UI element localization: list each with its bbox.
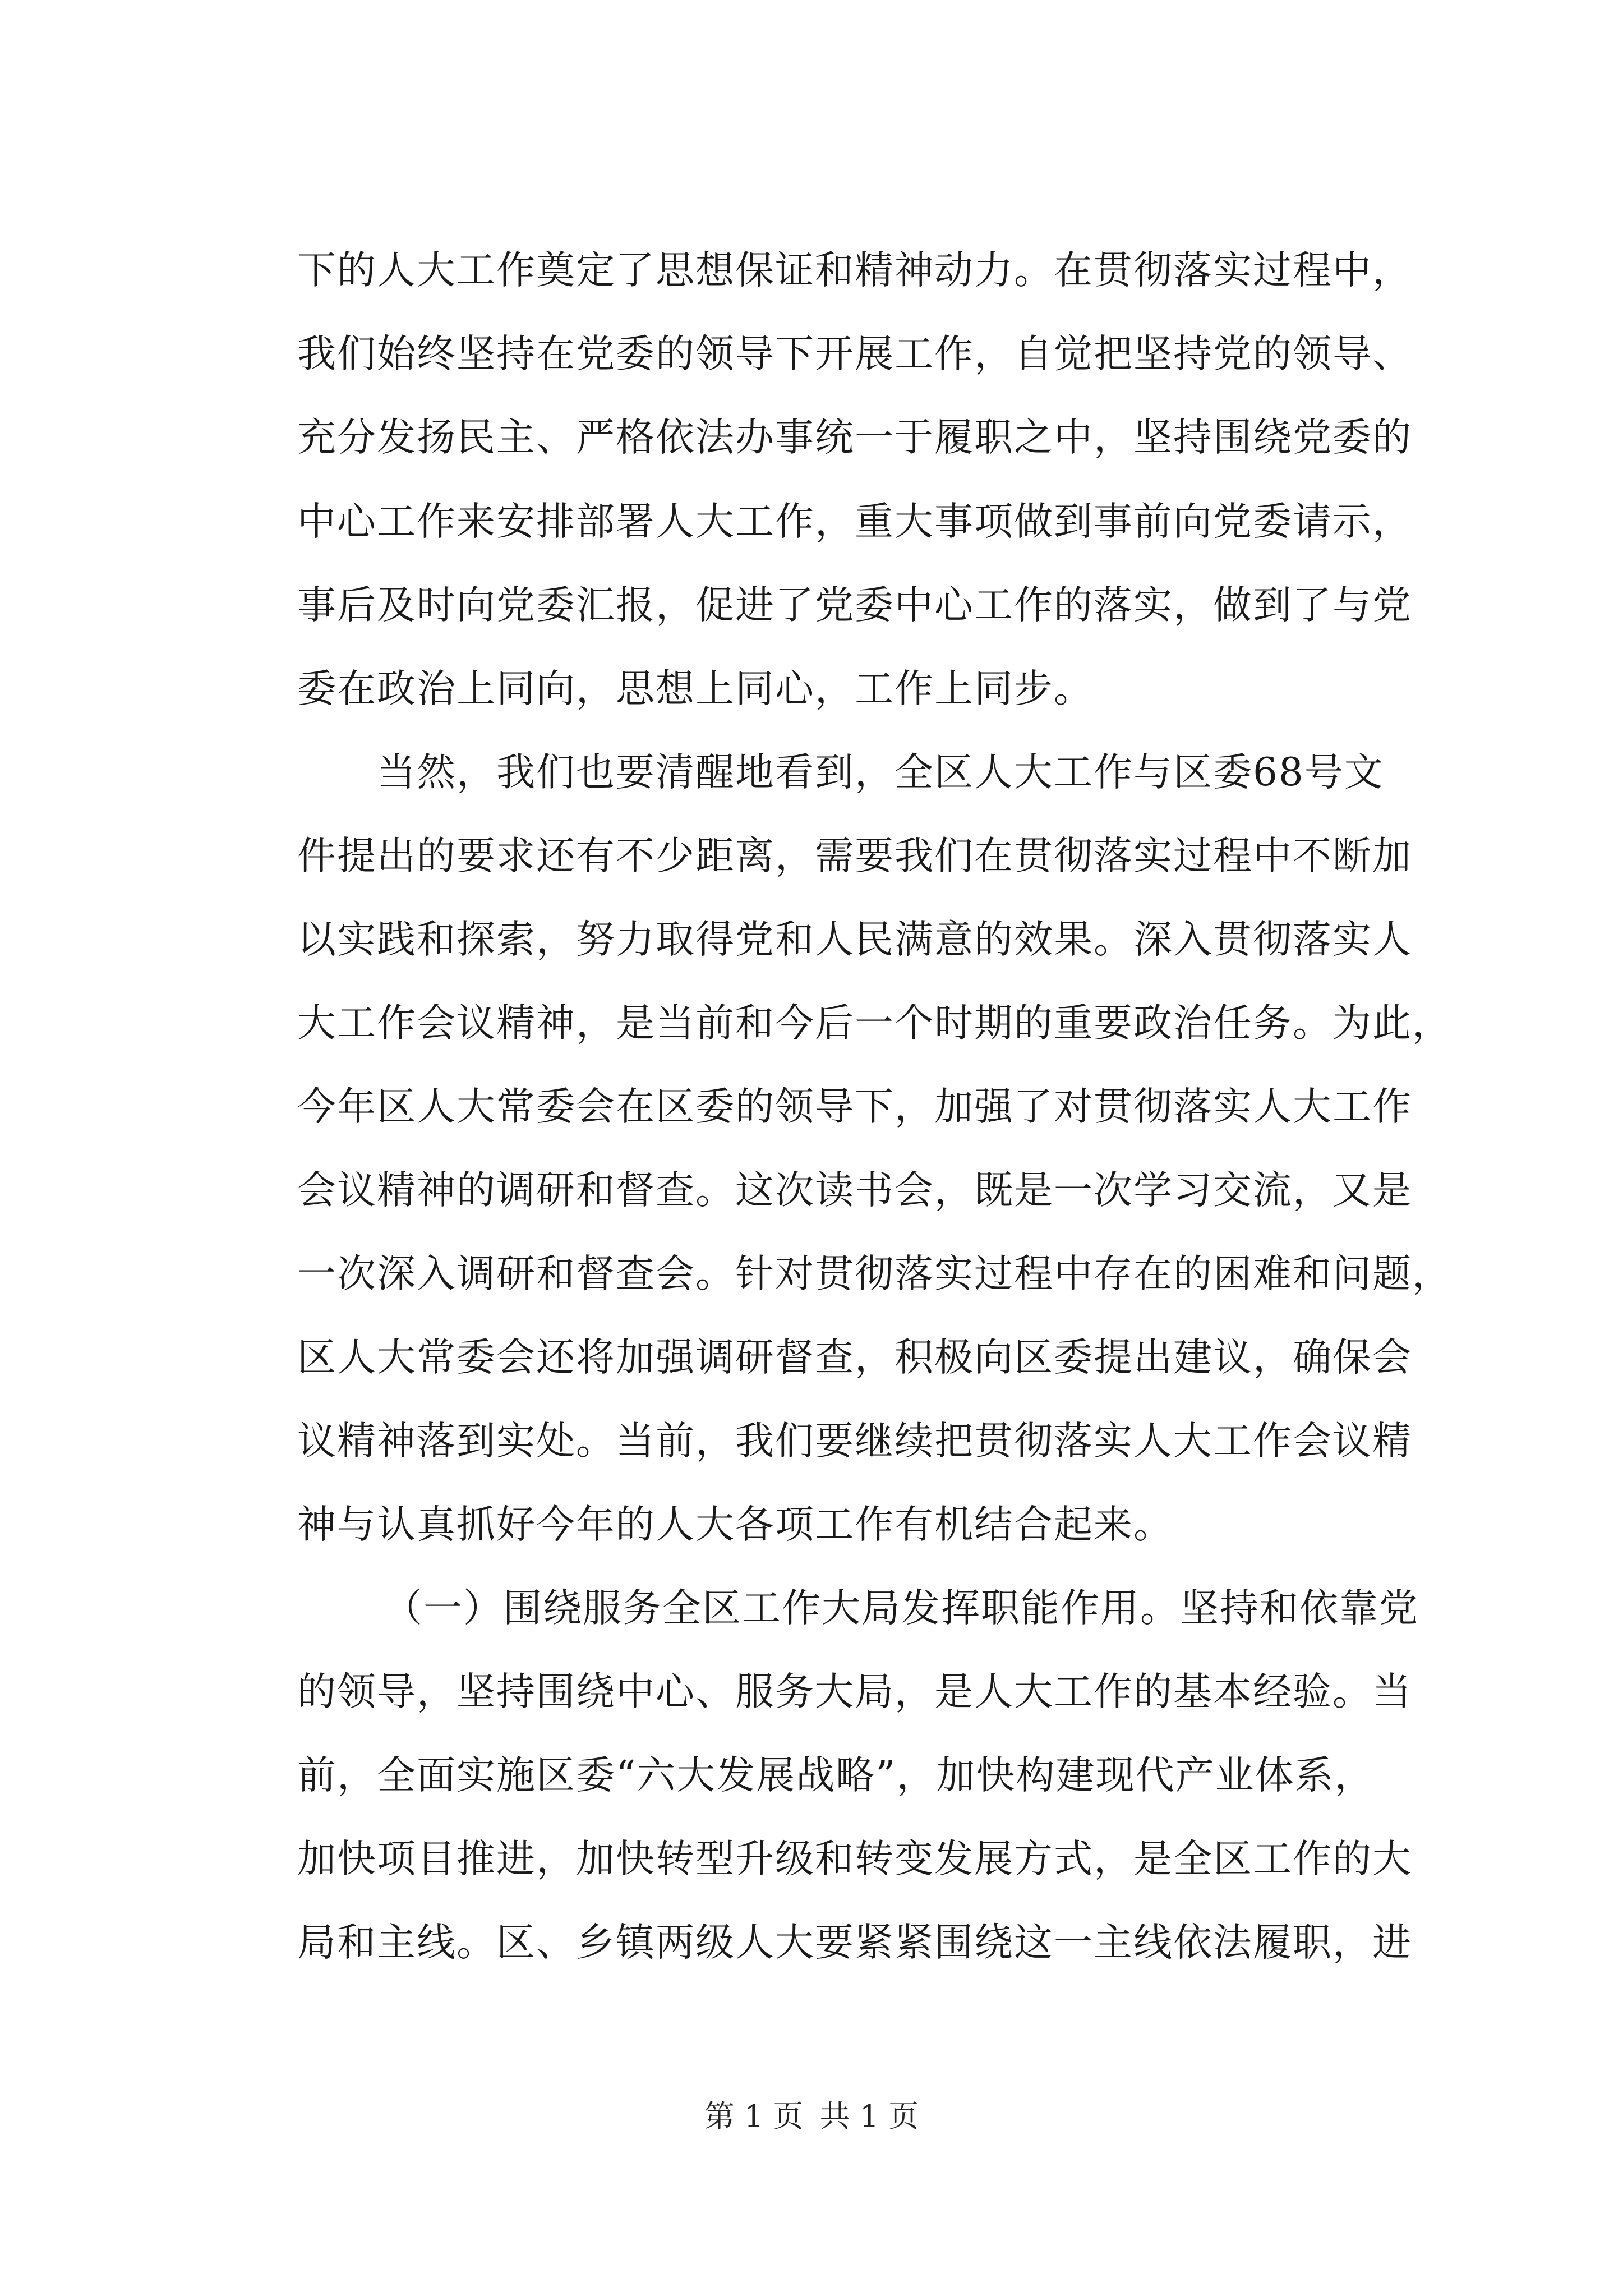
body-text-line: 件提出的要求还有不少距离，需要我们在贯彻落实过程中不断加 <box>297 834 1412 878</box>
paragraph-first-line: 当然，我们也要清醒地看到，全区人大工作与区委68号文 <box>377 750 1384 795</box>
body-text-line: 议精神落到实处。当前，我们要继续把贯彻落实人大工作会议精 <box>297 1419 1412 1464</box>
body-text-line: 神与认真抓好今年的人大各项工作有机结合起来。 <box>297 1502 1173 1547</box>
body-text-line: 我们始终坚持在党委的领导下开展工作，自觉把坚持党的领导、 <box>297 332 1412 376</box>
body-text-line: 一次深入调研和督查会。针对贯彻落实过程中存在的困难和问题， <box>297 1251 1452 1296</box>
body-text-line: 委在政治上同向，思想上同心，工作上同步。 <box>297 666 1094 711</box>
body-text-line: 充分发扬民主、严格依法办事统一于履职之中，坚持围绕党委的 <box>297 415 1412 460</box>
body-text-line: 下的人大工作奠定了思想保证和精神动力。在贯彻落实过程中， <box>297 248 1412 293</box>
body-text-line: 事后及时向党委汇报，促进了党委中心工作的落实，做到了与党 <box>297 583 1412 628</box>
page-footer <box>0 2097 1623 2136</box>
body-text-line: 大工作会议精神，是当前和今后一个时期的重要政治任务。为此， <box>297 1001 1452 1046</box>
page-total: 共 1 页 <box>819 2099 919 2134</box>
body-text-line: 以实践和探索，努力取得党和人民满意的效果。深入贯彻落实人 <box>297 917 1412 962</box>
section-heading-line: （一）围绕服务全区工作大局发挥职能作用。坚持和依靠党 <box>384 1586 1419 1631</box>
body-text-line: 中心工作来安排部署人大工作，重大事项做到事前向党委请示， <box>297 499 1412 544</box>
body-text-line: 的领导，坚持围绕中心、服务大局，是人大工作的基本经验。当 <box>297 1669 1412 1714</box>
body-text-line: 会议精神的调研和督查。这次读书会，既是一次学习交流，又是 <box>297 1168 1412 1213</box>
body-text-line: 加快项目推进，加快转型升级和转变发展方式，是全区工作的大 <box>297 1837 1412 1881</box>
body-text-line: 前，全面实施区委“六大发展战略”，加快构建现代产业体系， <box>297 1753 1375 1798</box>
body-text-line: 区人大常委会还将加强调研督查，积极向区委提出建议，确保会 <box>297 1335 1412 1380</box>
page-number: 第 1 页 <box>704 2099 804 2134</box>
body-text-line: 局和主线。区、乡镇两级人大要紧紧围绕这一主线依法履职，进 <box>297 1920 1412 1965</box>
body-text-line: 今年区人大常委会在区委的领导下，加强了对贯彻落实人大工作 <box>297 1084 1412 1129</box>
